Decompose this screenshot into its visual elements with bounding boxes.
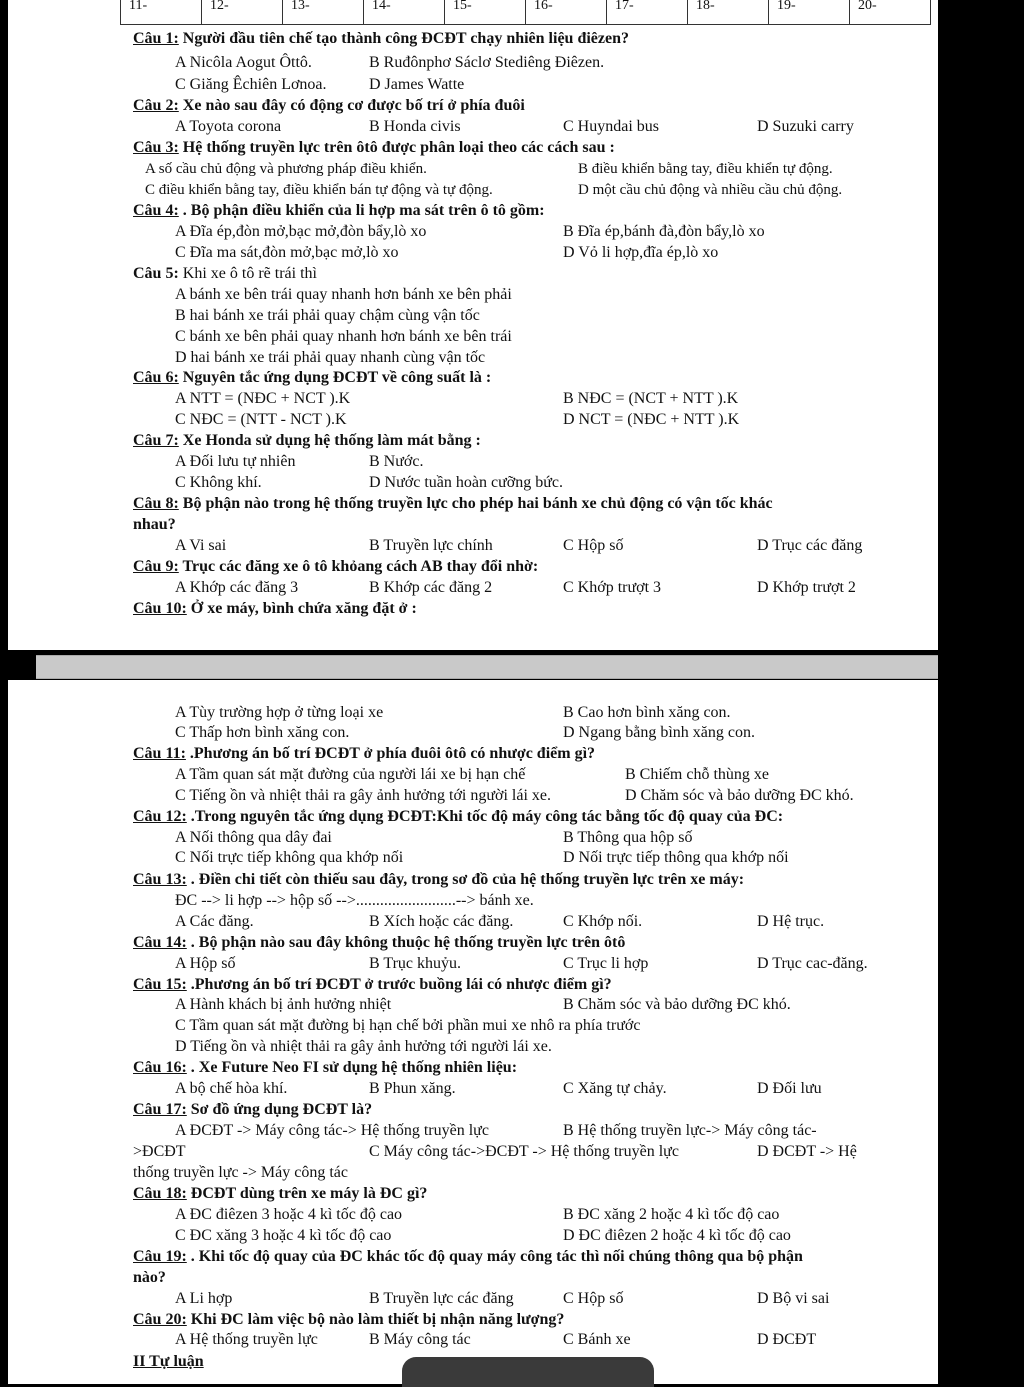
question-20 [133,1310,564,1330]
question-3 [133,138,615,158]
option-b-continued: >ĐCĐT [133,1143,186,1160]
question-text: Xe Honda sử dụng hệ thống làm mát bằng : [182,432,481,449]
question-number: Câu 17: [133,1101,187,1118]
option-c: C Khớp trượt 3 [563,579,662,596]
question-14 [133,933,625,953]
question-number: Câu 1: [133,30,179,47]
question-18 [133,1184,427,1204]
answer-cell: 14- [364,0,445,25]
page-separator [36,655,938,679]
question-10 [133,599,417,619]
question-19 [133,1247,803,1267]
question-number: Câu 19: [133,1248,187,1265]
option-d: D một cầu chủ động và nhiều cầu chủ động. [578,182,843,198]
option-a: A ĐC điêzen 3 hoặc 4 kì tốc độ cao [175,1206,403,1223]
option-b: B Ruđônphơ Sáclơ Stediêng Điêzen. [369,54,605,71]
option-a: A Vi sai [175,537,227,554]
option-a: A Hành khách bị ảnh hưởng nhiệt [175,996,392,1013]
option-b: B Chăm sóc và bảo dưỡng ĐC khó. [563,996,791,1013]
question-15 [133,975,612,995]
option-d: D Nối trực tiếp thông qua khớp nối [563,849,789,866]
option-a: A Toyota corona [175,118,282,135]
question-text: Trục các đăng xe ô tô khỏang cách AB thay đổi nhờ: [182,558,539,575]
question-number: Câu 11: [133,745,186,762]
option-c: C Huyndai bus [563,118,659,135]
question-8-continued: nhau? [133,516,176,533]
question-7 [133,431,481,451]
option-b: B Chiếm chỗ thùng xe [625,766,769,783]
question-text: .Phương án bố trí ĐCĐT ở trước buồng lái có nhược điểm gì? [190,976,612,993]
option-b: B Cao hơn bình xăng con. [563,704,731,721]
option-d-continued: thống truyền lực -> Máy công tác [133,1164,348,1181]
answer-grid [120,0,931,25]
question-text: . Xe Future Neo FI sử dụng hệ thống nhiên liệu: [190,1059,518,1076]
option-c: C Tiếng ồn và nhiệt thải ra gây ảnh hưởng tới người lái xe. [175,787,552,804]
option-a: A Đối lưu tự nhiên [175,453,296,470]
question-text: Khi ĐC làm việc bộ nào làm thiết bị nhận năng lượng? [190,1311,565,1328]
option-b: B Truyền lực chính [369,537,493,554]
question-text: Khi xe ô tô rẽ trái thì [182,265,317,282]
option-b: B Honda civis [369,118,461,135]
question-number: Câu 3: [133,139,179,156]
option-d: D Nước tuần hoàn cưỡng bức. [369,474,563,491]
section-heading [133,1352,204,1372]
question-number: Câu 12: [133,808,187,825]
question-text: Ở xe máy, bình chứa xăng đặt ở : [190,600,417,617]
question-8 [133,494,773,514]
question-text: . Khi tốc độ quay của ĐC khác tốc độ quay máy công tác thì nối chúng thông qua bộ phận [190,1248,803,1265]
question-text: Nguyên tắc ứng dụng ĐCĐT về công suất là : [182,369,492,386]
question-number: Câu 18: [133,1185,187,1202]
answer-cell: 11- [121,0,202,25]
answer-cell: 13- [283,0,364,25]
answer-cell: 20- [850,0,931,25]
question-text: .Trong nguyên tắc ứng dụng ĐCĐT:Khi tốc độ máy công tác bằng tốc độ quay của ĐC: [190,808,784,825]
question-6 [133,368,491,388]
question-text: Sơ đồ ứng dụng ĐCĐT là? [190,1101,373,1118]
question-number: Câu 15: [133,976,187,993]
option-c: C Tầm quan sát mặt đường bị hạn chế bởi phần mui xe nhô ra phía trước [175,1017,641,1034]
question-2 [133,96,525,116]
option-d: D Ngang bằng bình xăng con. [563,724,755,741]
question-4 [133,201,545,221]
option-a: A ĐCĐT -> Máy công tác-> Hệ thống truyền lực [175,1122,489,1139]
option-d: D Bộ vi sai [757,1290,830,1307]
option-c: C Thấp hơn bình xăng con. [175,724,350,741]
question-text: Hệ thống truyền lực trên ôtô được phân loại theo các cách sau : [182,139,615,156]
option-a: A NTT = (NĐC + NCT ).K [175,390,351,407]
option-c: C Đĩa ma sát,đòn mở,bạc mở,lò xo [175,244,399,261]
question-12 [133,807,783,827]
option-a: A Hệ thống truyền lực [175,1331,318,1348]
option-d: D Khớp trượt 2 [757,579,856,596]
question-1 [133,29,629,49]
question-number: Câu 5: [133,265,179,282]
option-c: C Xăng tự chảy. [563,1080,667,1097]
option-d: D Trục các đăng [757,537,863,554]
question-text: Người đầu tiên chế tạo thành công ĐCĐT chạy nhiên liệu điêzen? [182,30,629,47]
question-5 [133,264,317,284]
question-13 [133,870,744,890]
option-a: A Tùy trường hợp ở từng loại xe [175,704,384,721]
answer-cell: 15- [445,0,526,25]
question-number: Câu 2: [133,97,179,114]
option-c: C Khớp nối. [563,913,643,930]
question-text: . Bộ phận nào sau đây không thuộc hệ thống truyền lực trên ôtô [190,934,626,951]
option-d: D James Watte [369,76,465,93]
answer-cell: 12- [202,0,283,25]
option-c: C Hộp số [563,1290,624,1307]
option-b: B NĐC = (NCT + NTT ).K [563,390,739,407]
question-text: Bộ phận nào trong hệ thống truyền lực cho phép hai bánh xe chủ động có vận tốc khác [182,495,773,512]
answer-cell: 17- [607,0,688,25]
answer-cell: 16- [526,0,607,25]
option-c: C Hộp số [563,537,624,554]
option-b: B Thông qua hộp số [563,829,693,846]
option-d: D ĐC điêzen 2 hoặc 4 kì tốc độ cao [563,1227,791,1244]
option-b: B Xích hoặc các đăng. [369,913,514,930]
option-b: B Truyền lực các đăng [369,1290,514,1307]
answer-cell: 18- [688,0,769,25]
question-number: Câu 9: [133,558,179,575]
question-number: Câu 16: [133,1059,187,1076]
option-d: D Tiếng ồn và nhiệt thải ra gây ảnh hưởng tới người lái xe. [175,1038,552,1055]
option-c: C Không khí. [175,474,262,491]
option-b: B Đĩa ép,bánh đà,đòn bẩy,lò xo [563,223,765,240]
question-text: . Điền chi tiết còn thiếu sau đây, trong sơ đồ của hệ thống truyền lực trên xe máy: [190,871,745,888]
option-d: D ĐCĐT -> Hệ [757,1143,857,1160]
question-19-continued: nào? [133,1269,166,1286]
option-b: B Phun xăng. [369,1080,456,1097]
question-text: .Phương án bố trí ĐCĐT ở phía đuôi ôtô có nhược điểm gì? [189,745,596,762]
option-c: C NĐC = (NTT - NCT ).K [175,411,347,428]
question-9 [133,557,538,577]
option-c: C điều khiển bằng tay, điều khiển bán tự động và tự động. [145,182,493,198]
option-a: A Li hợp [175,1290,233,1307]
option-d: D Chăm sóc và bảo dưỡng ĐC khó. [625,787,854,804]
option-d: D Vỏ li hợp,đĩa ép,lò xo [563,244,719,261]
question-number: Câu 4: [133,202,179,219]
option-b: B ĐC xăng 2 hoặc 4 kì tốc độ cao [563,1206,780,1223]
question-number: Câu 13: [133,871,187,888]
option-d: D Suzuki carry [757,118,854,135]
option-d: D ĐCĐT [757,1331,817,1348]
option-a: A Khớp các đăng 3 [175,579,299,596]
option-b: B hai bánh xe trái phải quay chậm cùng vận tốc [175,307,480,324]
option-d: D Trục cac-đăng. [757,955,868,972]
option-d: D hai bánh xe trái phải quay nhanh cùng vận tốc [175,349,486,366]
diagram-line: ĐC --> li hợp --> hộp số -->.........................--> bánh xe. [175,892,534,909]
option-c: C Giăng Êchiên Lơnoa. [175,76,327,93]
question-number: Câu 14: [133,934,187,951]
section-title: II Tự luận [133,1353,204,1370]
question-number: Câu 20: [133,1311,187,1328]
option-d: D NCT = (NĐC + NTT ).K [563,411,740,428]
question-16 [133,1058,517,1078]
option-d: D Đối lưu [757,1080,822,1097]
option-b: B Trục khuỷu. [369,955,462,972]
option-c: C ĐC xăng 3 hoặc 4 kì tốc độ cao [175,1227,392,1244]
scroll-handle[interactable] [402,1357,654,1387]
option-a: A số cầu chủ động và phương pháp điều khiển. [145,161,427,177]
option-a: A Đĩa ép,đòn mở,bạc mở,đòn bẩy,lò xo [175,223,427,240]
option-a: A Nối thông qua dây đai [175,829,332,846]
question-number: Câu 10: [133,600,187,617]
option-a: A Các đăng. [175,913,254,930]
option-b: B Nước. [369,453,424,470]
option-c: C Bánh xe [563,1331,631,1348]
option-a: A bánh xe bên trái quay nhanh hơn bánh xe bên phải [175,286,512,303]
question-number: Câu 6: [133,369,179,386]
option-d: D Hệ trục. [757,913,825,930]
option-c: C bánh xe bên phải quay nhanh hơn bánh xe bên trái [175,328,512,345]
option-a: A Tầm quan sát mặt đường của người lái xe bị hạn chế [175,766,526,783]
option-b: B điều khiển bằng tay, điều khiển tự động. [578,161,833,177]
question-text: Xe nào sau đây có động cơ được bố trí ở phía đuôi [182,97,525,114]
question-11 [133,744,595,764]
option-b: B Hệ thống truyền lực-> Máy công tác- [563,1122,817,1139]
option-a: A Nicôla Aogut Ôttô. [175,54,312,71]
question-number: Câu 7: [133,432,179,449]
option-b: B Máy công tác [369,1331,471,1348]
option-a: A bộ chế hòa khí. [175,1080,288,1097]
question-number: Câu 8: [133,495,179,512]
question-text: . Bộ phận điều khiển của li hợp ma sát trên ô tô gồm: [182,202,545,219]
answer-cell: 19- [769,0,850,25]
option-c: C Nối trực tiếp không qua khớp nối [175,849,404,866]
option-a: A Hộp số [175,955,236,972]
option-b: B Khớp các đăng 2 [369,579,493,596]
option-c: C Máy công tác->ĐCĐT -> Hệ thống truyền lực [369,1143,679,1160]
question-text: ĐCĐT dùng trên xe máy là ĐC gì? [190,1185,428,1202]
question-17 [133,1100,372,1120]
option-c: C Trục li hợp [563,955,649,972]
